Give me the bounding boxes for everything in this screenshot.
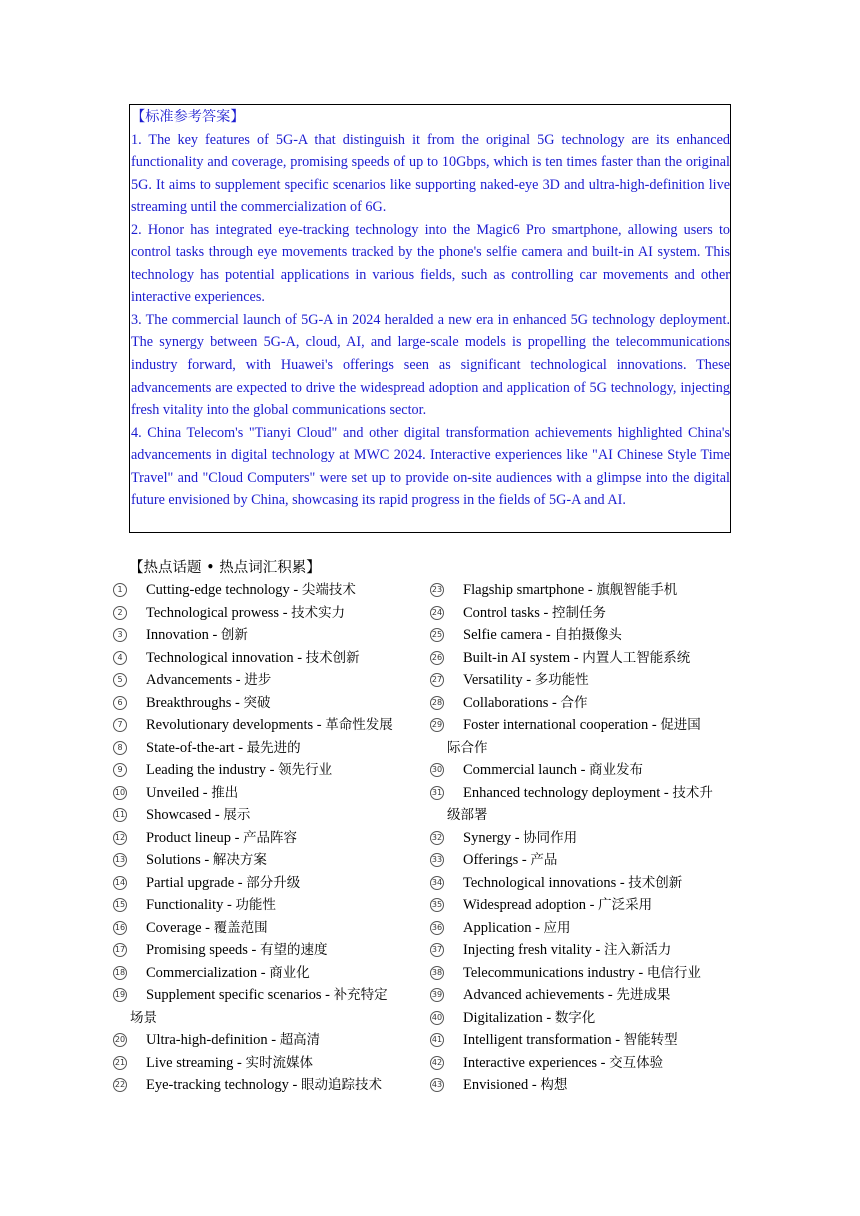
item-number-badge: 16 <box>113 921 127 935</box>
item-number-badge: 21 <box>113 1056 127 1070</box>
vocab-item <box>113 849 415 872</box>
vocab-english: Telecommunications industry - <box>463 964 647 981</box>
vocab-english: Injecting fresh vitality - <box>463 942 604 958</box>
item-number-badge: 34 <box>430 876 444 890</box>
vocab-english: Digitalization - <box>463 1009 555 1026</box>
vocab-english: Advanced achievements - <box>463 987 617 1003</box>
vocab-english: Revolutionary developments - <box>146 717 326 733</box>
vocab-item <box>430 962 732 985</box>
vocab-chinese: 技术升 <box>672 784 713 801</box>
vocab-chinese: 合作 <box>560 694 588 711</box>
vocab-english: Technological innovation - <box>146 649 306 666</box>
vocab-chinese: 创新 <box>220 627 248 643</box>
item-number-badge: 4 <box>113 651 127 665</box>
item-number-badge: 38 <box>430 966 444 980</box>
item-number-badge: 11 <box>113 808 127 822</box>
vocab-chinese: 领先行业 <box>278 762 333 778</box>
vocab-chinese: 进步 <box>244 672 272 688</box>
vocab-english: Commercial launch - <box>463 762 590 778</box>
item-number-badge: 8 <box>113 741 127 755</box>
vocab-item <box>113 962 415 985</box>
vocab-item <box>113 939 415 962</box>
item-number-badge: 3 <box>113 628 127 642</box>
item-number-badge: 17 <box>113 943 127 957</box>
vocab-column-left <box>113 579 415 1097</box>
item-number-badge: 36 <box>430 921 444 935</box>
vocab-item <box>430 579 732 602</box>
vocab-item <box>430 1074 732 1097</box>
vocab-english: Foster international cooperation - <box>463 717 661 733</box>
vocab-chinese: 功能性 <box>235 897 276 913</box>
item-number-badge: 25 <box>430 628 444 642</box>
vocab-chinese: 商业发布 <box>589 762 644 778</box>
vocab-english: Application - <box>463 919 544 936</box>
vocab-chinese: 超高清 <box>279 1032 321 1048</box>
item-number-badge: 26 <box>430 651 444 665</box>
vocab-item <box>113 804 415 827</box>
vocab-chinese: 技术实力 <box>291 604 346 621</box>
vocab-chinese: 解决方案 <box>212 852 267 868</box>
vocab-item <box>430 894 732 917</box>
vocab-english: Flagship smartphone - <box>463 582 597 598</box>
vocab-item <box>430 647 732 670</box>
vocab-item <box>430 624 732 647</box>
answer-box <box>129 104 731 533</box>
item-number-badge: 43 <box>430 1078 444 1092</box>
vocab-item <box>113 1074 415 1097</box>
vocab-item <box>430 984 732 1007</box>
vocab-english: Ultra-high-definition - <box>146 1032 280 1048</box>
vocab-item <box>113 692 415 715</box>
item-number-badge: 1 <box>113 583 127 597</box>
vocab-chinese: 旗舰智能手机 <box>596 582 678 598</box>
vocab-english: Unveiled - <box>146 784 212 801</box>
vocab-chinese: 产品阵容 <box>243 829 298 846</box>
vocab-chinese: 交互体验 <box>609 1054 664 1071</box>
item-number-badge: 27 <box>430 673 444 687</box>
vocab-english: Showcased - <box>146 807 224 823</box>
vocab-english: Live streaming - <box>146 1054 246 1071</box>
vocab-item <box>113 917 415 940</box>
vocab-item <box>430 759 732 782</box>
vocab-item <box>430 782 732 827</box>
vocab-english: Selfie camera - <box>463 627 555 643</box>
vocab-chinese: 注入新活力 <box>603 942 672 958</box>
item-number-badge: 39 <box>430 988 444 1002</box>
vocab-item <box>113 872 415 895</box>
vocab-chinese: 产品 <box>530 852 558 868</box>
vocab-english: Technological innovations - <box>463 874 629 891</box>
vocab-item <box>430 1007 732 1030</box>
vocab-chinese: 内置人工智能系统 <box>582 649 691 666</box>
item-number-badge: 29 <box>430 718 444 732</box>
vocab-chinese: 有望的速度 <box>259 942 328 958</box>
vocab-item <box>113 1052 415 1075</box>
vocab-column-right <box>430 579 732 1097</box>
item-number-badge: 32 <box>430 831 444 845</box>
vocab-chinese: 技术创新 <box>305 649 360 666</box>
vocab-english: Control tasks - <box>463 604 553 621</box>
vocab-chinese: 应用 <box>543 919 571 936</box>
vocab-english: Leading the industry - <box>146 762 279 778</box>
vocab-english: Breakthroughs - <box>146 694 244 711</box>
answer-paragraph-3: 3. The commercial launch of 5G-A in 2024 heralded a new era in enhanced 5G technology deployment. The synergy between 5G-A, cloud, AI, and large-scale models is propelling the telecommunications industry forward, with Huawei's offerings seen as significant technological innovations. These advancements are expected to drive the widespread adoption and application of 5G technology, injecting fresh vitality into the global communications sector. <box>131 311 730 419</box>
vocab-chinese: 控制任务 <box>552 604 607 621</box>
vocab-title: 【热点话题 • 热点词汇积累】 <box>129 560 321 576</box>
vocab-english: Built-in AI system - <box>463 649 583 666</box>
vocab-item <box>113 647 415 670</box>
item-number-badge: 10 <box>113 786 127 800</box>
item-number-badge: 6 <box>113 696 127 710</box>
vocab-item <box>113 782 415 805</box>
item-number-badge: 33 <box>430 853 444 867</box>
vocab-chinese-continued: 级部署 <box>447 807 488 823</box>
vocab-english: Enhanced technology deployment - <box>463 784 673 801</box>
item-number-badge: 31 <box>430 786 444 800</box>
vocab-chinese: 商业化 <box>269 964 310 981</box>
vocab-english: Synergy - <box>463 829 524 846</box>
item-number-badge: 41 <box>430 1033 444 1047</box>
vocab-english: Collaborations - <box>463 694 561 711</box>
vocab-english: Coverage - <box>146 919 214 936</box>
item-number-badge: 2 <box>113 606 127 620</box>
answer-paragraph-4: 4. China Telecom's "Tianyi Cloud" and other digital transformation achievements highlighted China's advancements in digital technology at MWC 2024. Interactive experiences like "AI Chinese Style Time Travel" and "Cloud Computers" were set up to provide on-site audiences with a glimpse into the digital future envisioned by China, showcasing its rapid progress in the fields of 5G-A and AI. <box>131 424 730 509</box>
vocab-item <box>430 917 732 940</box>
vocab-english: Functionality - <box>146 897 236 913</box>
vocab-chinese: 多功能性 <box>534 672 589 688</box>
vocab-chinese: 展示 <box>223 807 251 823</box>
vocab-item <box>113 602 415 625</box>
vocab-item <box>430 1052 732 1075</box>
vocab-english: Advancements - <box>146 672 245 688</box>
answer-heading: 【标准参考答案】 <box>131 109 245 125</box>
vocab-chinese: 尖端技术 <box>301 582 356 598</box>
vocab-english: Widespread adoption - <box>463 897 599 913</box>
item-number-badge: 15 <box>113 898 127 912</box>
vocab-chinese: 电信行业 <box>646 964 701 981</box>
vocab-english: Technological prowess - <box>146 604 292 621</box>
item-number-badge: 7 <box>113 718 127 732</box>
vocab-item <box>430 939 732 962</box>
vocab-english: Product lineup - <box>146 829 244 846</box>
item-number-badge: 23 <box>430 583 444 597</box>
vocab-item <box>113 984 415 1029</box>
vocab-item <box>430 602 732 625</box>
vocab-english: Solutions - <box>146 852 213 868</box>
vocab-item <box>113 714 415 737</box>
vocab-english: Innovation - <box>146 627 221 643</box>
vocab-item <box>430 669 732 692</box>
vocab-item <box>430 692 732 715</box>
item-number-badge: 40 <box>430 1011 444 1025</box>
vocab-chinese: 推出 <box>211 784 239 801</box>
vocab-english: Interactive experiences - <box>463 1054 610 1071</box>
item-number-badge: 28 <box>430 696 444 710</box>
item-number-badge: 24 <box>430 606 444 620</box>
vocab-english: Offerings - <box>463 852 531 868</box>
item-number-badge: 12 <box>113 831 127 845</box>
vocab-english: Supplement specific scenarios - <box>146 987 334 1003</box>
item-number-badge: 14 <box>113 876 127 890</box>
vocab-chinese: 实时流媒体 <box>245 1054 313 1071</box>
item-number-badge: 22 <box>113 1078 127 1092</box>
vocab-chinese: 覆盖范围 <box>213 919 268 936</box>
vocab-english: Promising speeds - <box>146 942 260 958</box>
vocab-english: Intelligent transformation - <box>463 1032 624 1048</box>
vocab-chinese-continued: 际合作 <box>447 739 488 756</box>
vocab-chinese: 智能转型 <box>623 1032 678 1048</box>
vocab-chinese: 补充特定 <box>333 987 388 1003</box>
item-number-badge: 18 <box>113 966 127 980</box>
vocab-chinese: 数字化 <box>554 1009 596 1026</box>
item-number-badge: 20 <box>113 1033 127 1047</box>
item-number-badge: 9 <box>113 763 127 777</box>
vocab-item <box>430 1029 732 1052</box>
vocab-chinese: 突破 <box>243 694 271 711</box>
answer-paragraph-1: 1. The key features of 5G-A that distinguish it from the original 5G technology are its enhanced functionality and coverage, promising speeds of up to 10Gbps, which is ten times faster than the original 5G. It aims to supplement specific scenarios like supporting naked-eye 3D and ultra-high-definition live streaming until the commercialization of 6G. <box>131 131 730 216</box>
item-number-badge: 35 <box>430 898 444 912</box>
vocab-item <box>113 624 415 647</box>
vocab-item <box>113 759 415 782</box>
vocab-english: Partial upgrade - <box>146 874 247 891</box>
item-number-badge: 37 <box>430 943 444 957</box>
item-number-badge: 30 <box>430 763 444 777</box>
vocab-item <box>113 1029 415 1052</box>
vocab-item <box>113 669 415 692</box>
vocab-chinese: 眼动追踪技术 <box>301 1077 383 1093</box>
vocab-chinese: 最先进的 <box>246 739 301 756</box>
vocab-english: Envisioned - <box>463 1077 541 1093</box>
vocab-item <box>113 737 415 760</box>
answer-paragraph-2: 2. Honor has integrated eye-tracking technology into the Magic6 Pro smartphone, allowing users to control tasks through eye movements tracked by the phone's selfie camera and built-in AI system. This technology has potential applications in various fields, such as controlling car movements and other interactive experiences. <box>131 221 730 306</box>
vocab-item <box>113 894 415 917</box>
vocab-english: Commercialization - <box>146 964 270 981</box>
item-number-badge: 5 <box>113 673 127 687</box>
vocab-english: Cutting-edge technology - <box>146 582 302 598</box>
vocab-chinese: 技术创新 <box>628 874 683 891</box>
vocab-chinese: 促进国 <box>660 717 701 733</box>
vocab-chinese: 自拍摄像头 <box>554 627 622 643</box>
vocab-item <box>430 849 732 872</box>
vocab-chinese: 部分升级 <box>246 874 301 891</box>
vocab-item <box>113 827 415 850</box>
vocab-chinese: 革命性发展 <box>325 717 393 733</box>
vocab-chinese-continued: 场景 <box>130 1009 157 1026</box>
item-number-badge: 13 <box>113 853 127 867</box>
vocab-chinese: 先进成果 <box>616 987 671 1003</box>
vocab-item <box>430 872 732 895</box>
vocab-item <box>430 827 732 850</box>
item-number-badge: 42 <box>430 1056 444 1070</box>
vocab-item <box>430 714 732 759</box>
vocab-english: Versatility - <box>463 672 535 688</box>
vocab-item <box>113 579 415 602</box>
vocab-chinese: 广泛采用 <box>598 897 653 913</box>
vocab-english: State-of-the-art - <box>146 739 247 756</box>
vocab-chinese: 构想 <box>540 1077 568 1093</box>
item-number-badge: 19 <box>113 988 127 1002</box>
vocab-chinese: 协同作用 <box>523 829 578 846</box>
vocab-english: Eye-tracking technology - <box>146 1077 302 1093</box>
